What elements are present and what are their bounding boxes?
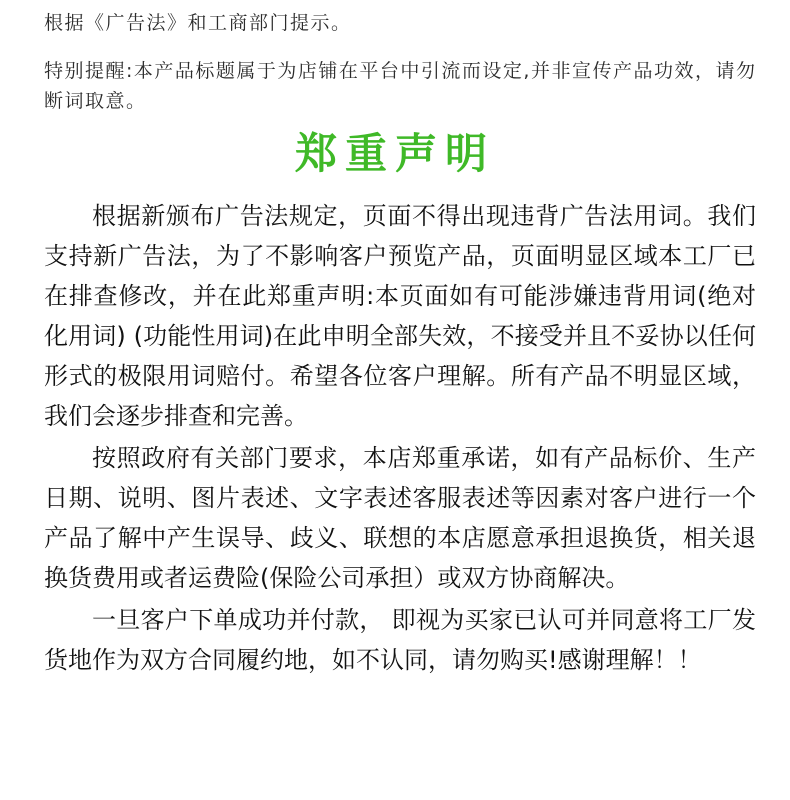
- paragraph-return-policy: 按照政府有关部门要求，本店郑重承诺，如有产品标价、生产日期、说明、图片表述、文字表述客服表述等因素对客户进行一个产品了解中产生误导、歧义、联想的本店愿意承担退换货，相关退换货费用或者运费险(保险公司承担）或双方协商解决。: [44, 444, 756, 592]
- paragraph-contract-location: 一旦客户下单成功并付款， 即视为买家已认可并同意将工厂发货地作为双方合同履约地，如不认同，请勿购买!感谢理解！！: [44, 606, 756, 674]
- notice-line-advertising-law: 根据《广告法》和工商部门提示。: [44, 12, 352, 34]
- page-title: 郑重声明: [294, 129, 495, 178]
- declaration-body: [44, 196, 756, 682]
- notice-line-special-reminder: 特别提醒:本产品标题属于为店铺在平台中引流而设定,并非宣传产品功效，请勿断词取意。: [44, 60, 757, 112]
- paragraph-ad-law-compliance: 根据新颁布广告法规定，页面不得出现违背广告法用词。我们支持新广告法，为了不影响客户预览产品，页面明显区域本工厂已在排查修改，并在此郑重声明:本页面如有可能涉嫌违背用词(绝对化用词) (功能性用词)在此申明全部失效，不接受并且不妥协以任何形式的极限用词赔付。希望各位客户理解。所有产品不明显区域，我们会逐步排查和完善。: [44, 202, 756, 430]
